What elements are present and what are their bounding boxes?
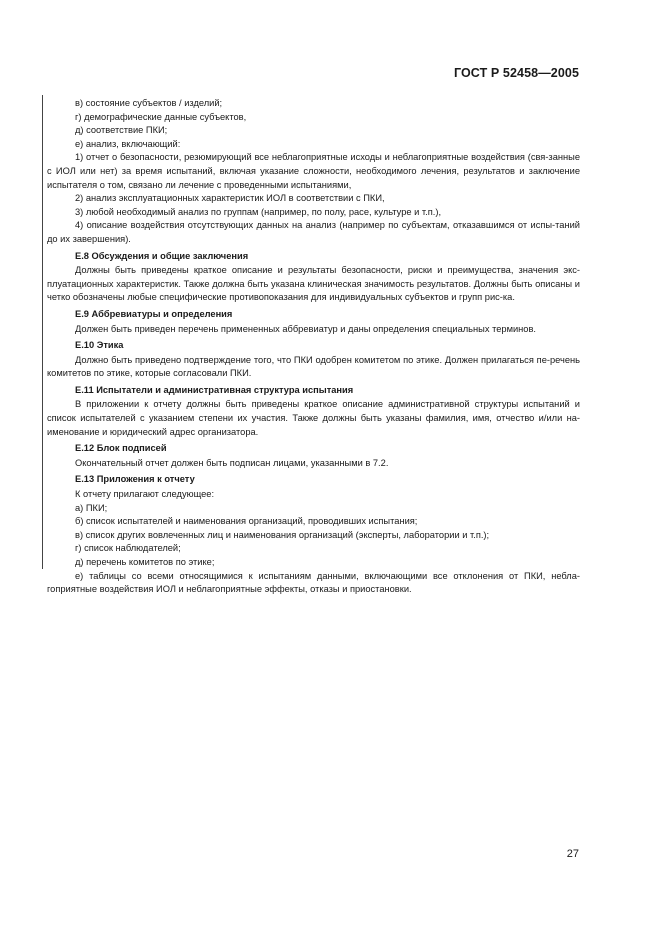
- paragraph: 3) любой необходимый анализ по группам (например, по полу, расе, культуре и т.п.),: [75, 206, 442, 217]
- paragraph: в) состояние субъектов / изделий;: [75, 98, 223, 108]
- paragraph: г) демографические данные субъектов,: [75, 111, 247, 122]
- paragraph: Должно быть приведено подтверждение того, что ПКИ одобрен комитетом по этике. Должен прилагаться пе-речень комитетов по этике, которые согласовали ПКИ.: [47, 354, 580, 379]
- paragraph: е) анализ, включающий:: [75, 138, 181, 149]
- paragraph: б) список испытателей и наименования организаций, проводивших испытания;: [75, 516, 418, 527]
- change-margin-bar: [42, 95, 43, 569]
- paragraph: е) таблицы со всеми относящимися к испытаниям данными, включающими все отклонения от ПКИ, небла-гоприятные воздействия ИОЛ и неблагоприятные эффекты, отказы и приостановки.: [47, 570, 580, 595]
- section-heading: Е.8 Обсуждения и общие заключения: [75, 250, 249, 261]
- paragraph: В приложении к отчету должны быть приведены краткое описание административной структуры испытаний и список испытателей с указанием степени их участия. Также должны быть указаны фамилия, имя, отчество и/или на-именование и юридический адрес организатора.: [47, 399, 580, 437]
- section-heading: Е.11 Испытатели и административная структура испытания: [75, 384, 354, 395]
- paragraph: д) перечень комитетов по этике;: [75, 557, 215, 567]
- page-number: 27: [566, 848, 579, 860]
- section-heading: Е.13 Приложения к отчету: [75, 474, 195, 485]
- paragraph: д) соответствие ПКИ;: [75, 125, 168, 136]
- paragraph: г) список наблюдателей;: [75, 543, 181, 554]
- paragraph: К отчету прилагают следующее:: [75, 489, 215, 500]
- section-heading: Е.12 Блок подписей: [75, 443, 167, 454]
- paragraph: Окончательный отчет должен быть подписан лицами, указанными в 7.2.: [75, 457, 389, 468]
- section-heading: Е.9 Аббревиатуры и определения: [75, 308, 233, 319]
- paragraph: в) список других вовлеченных лиц и наименования организаций (эксперты, лаборатории и т.п.);: [75, 529, 490, 540]
- paragraph: Должен быть приведен перечень примененных аббревиатур и даны определения специальных терминов.: [75, 323, 536, 334]
- document-header: ГОСТ Р 52458—2005: [453, 66, 579, 80]
- paragraph: а) ПКИ;: [75, 502, 108, 513]
- paragraph: 2) анализ эксплуатационных характеристик ИОЛ в соответствии с ПКИ,: [75, 193, 385, 204]
- paragraph: Должны быть приведены краткое описание и результаты безопасности, риски и преимущества, значения экс-плуатационных характеристик. Также должна быть указана клиническая значимость результатов. Должны быть описаны и четко обозначены любые специфические противопоказания для индивидуальных субъектов и групп рис-ка.: [47, 265, 580, 303]
- paragraph: 4) описание воздействия отсутствующих данных на анализ (например по субъектам, отказавшимся от испы-таний до их завершения).: [47, 220, 580, 244]
- document-body: [47, 97, 580, 597]
- paragraph: 1) отчет о безопасности, резюмирующий все неблагоприятные исходы и неблагоприятные воздействия (свя-занные с ИОЛ или нет) за время испытаний, включая указание сложности, необходимого лечения, результатов и заключение испытателя о том, связано ли лечение с проведенными испытаниями,: [47, 152, 580, 190]
- section-heading: Е.10 Этика: [75, 340, 124, 351]
